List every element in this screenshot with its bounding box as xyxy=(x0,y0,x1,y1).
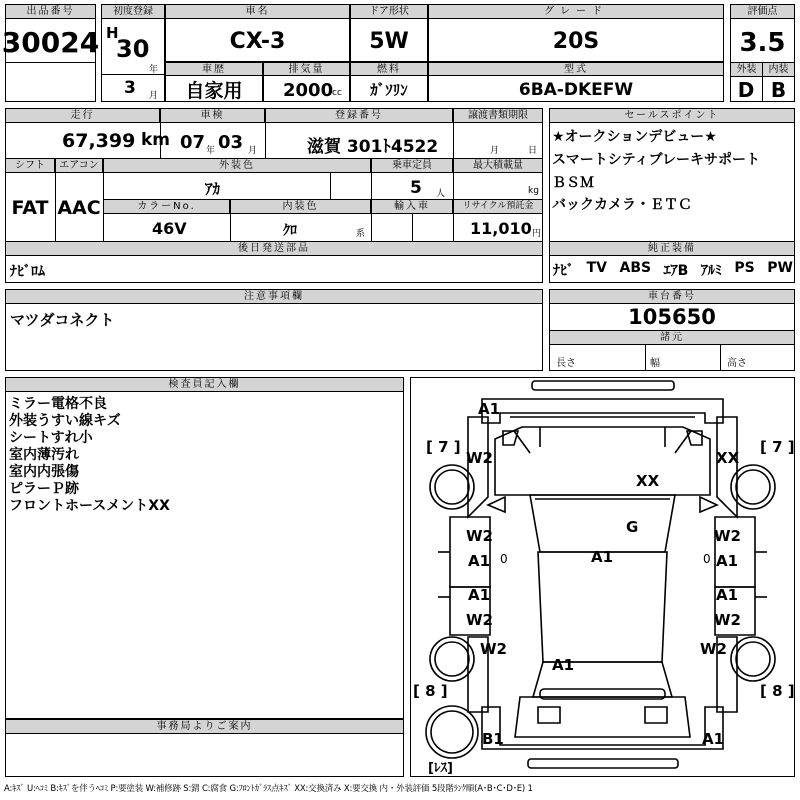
recycle-value: 11,010 xyxy=(470,219,532,238)
notes-label: 注意事項欄 xyxy=(5,289,543,304)
recycle-label: リサイクル預託金 xyxy=(453,199,543,214)
plate-value: 滋賀 301ﾄ4522 xyxy=(307,137,439,157)
left-front-fender xyxy=(468,417,488,517)
hood xyxy=(495,427,710,495)
lot-label: 出品番号 xyxy=(5,4,96,19)
name-label: 車名 xyxy=(165,4,350,19)
sales-label: セールスポイント xyxy=(549,108,795,123)
spare-tire xyxy=(426,706,478,758)
equipment-list xyxy=(553,260,793,280)
lot-number: 30024 xyxy=(1,25,100,59)
trunk xyxy=(515,697,690,737)
plate-label: 登録番号 xyxy=(265,108,453,123)
import-label: 輸入車 xyxy=(371,199,453,214)
interior-color-unit: 系 xyxy=(356,229,366,239)
displacement-value: 2000 xyxy=(283,80,334,101)
width-label: 幅 xyxy=(650,358,660,369)
car-diagram xyxy=(410,377,795,777)
car-name: CX-3 xyxy=(229,28,286,54)
grade-label: グレード xyxy=(428,4,724,19)
tread-rear-right: [ 8 ] xyxy=(760,682,795,700)
load-label: 最大積載量 xyxy=(453,158,543,173)
divider xyxy=(265,123,266,158)
inspection-month-unit: 月 xyxy=(248,146,258,156)
mark-left-rear-door: W2 xyxy=(466,611,493,629)
fuel-label: 燃料 xyxy=(350,62,428,76)
mileage-label: 走行 xyxy=(5,108,160,123)
rear-bumper-strip xyxy=(528,759,678,768)
tread-rear-left: [ 8 ] xyxy=(413,682,448,700)
inspector-line: 室内内張傷 xyxy=(9,464,79,480)
interior-color-value: ｸﾛ xyxy=(283,223,297,239)
inspection-year-unit: 年 xyxy=(206,146,216,156)
year-unit: 年 xyxy=(149,65,159,75)
roof xyxy=(538,552,667,662)
transfer-month-unit: 月 xyxy=(490,146,500,156)
ac-label: エアコン xyxy=(55,158,103,173)
equipment-item: TV xyxy=(586,260,607,276)
front-bumper-strip xyxy=(532,381,674,390)
exterior-color-label: 外装色 xyxy=(103,158,371,173)
capacity-unit: 人 xyxy=(436,189,446,199)
month-unit: 月 xyxy=(149,91,159,101)
score-value: 3.5 xyxy=(739,28,786,58)
mileage-value: 67,399 xyxy=(62,130,136,152)
capacity-label: 乗車定員 xyxy=(371,158,453,173)
side-mark: 0 xyxy=(500,552,508,566)
later-parts-label: 後日発送部品 xyxy=(5,241,543,256)
mark-right-rear-door: A1 xyxy=(716,586,739,604)
equipment-item: ﾅﾋﾞ xyxy=(553,263,574,279)
height-label: 高さ xyxy=(727,358,747,369)
divider xyxy=(101,74,165,75)
mark-right-rear-door: W2 xyxy=(714,611,741,629)
windshield xyxy=(530,495,675,552)
shift-label: シフト xyxy=(5,158,55,173)
int-grade-label: 内装 xyxy=(762,62,795,77)
inspector-line: 室内薄汚れ xyxy=(9,447,79,463)
mileage-unit: km xyxy=(141,130,171,150)
grade-value: 20S xyxy=(552,28,600,54)
mark-roof: A1 xyxy=(591,548,614,566)
inspector-label: 検査員記入欄 xyxy=(5,377,404,392)
equipment-item: PW xyxy=(767,260,793,276)
inspector-line: 外装うすい線キズ xyxy=(9,413,121,429)
inspector-line: シートすれ小 xyxy=(9,430,93,446)
divider xyxy=(453,123,454,158)
notes-value: マツダコネクト xyxy=(10,311,115,329)
history-label: 車歴 xyxy=(165,62,263,76)
mark-rear-bumper-right: A1 xyxy=(702,730,725,748)
first-reg-month: 3 xyxy=(124,78,136,98)
fuel-value: ｶﾞｿﾘﾝ xyxy=(370,81,408,99)
mark-left-rear-door: A1 xyxy=(468,586,491,604)
capacity-value: 5 xyxy=(410,178,422,198)
side-mark: 0 xyxy=(703,552,711,566)
chassis-label: 車台番号 xyxy=(549,289,795,304)
divider xyxy=(5,62,96,63)
load-unit: kg xyxy=(528,186,539,196)
sales-line: スマートシティブレーキサポート xyxy=(552,152,761,168)
door-value: 5W xyxy=(369,28,409,54)
length-label: 長さ xyxy=(556,358,576,369)
inspection-month: 03 xyxy=(218,132,244,153)
exterior-color-value: ｱｶ xyxy=(205,180,221,198)
front-bumper xyxy=(482,399,723,423)
inspector-line: ピラーＰ跡 xyxy=(9,481,79,497)
score-label: 評価点 xyxy=(730,4,795,19)
model-label: 型式 xyxy=(428,62,724,76)
sales-line: ＢＳＭ xyxy=(552,175,594,191)
inspection-year: 07 xyxy=(180,132,206,153)
divider xyxy=(645,345,646,371)
model-value: 6BA-DKEFW xyxy=(518,79,634,100)
sales-line: バックカメラ・ＥＴＣ xyxy=(552,197,692,213)
divider xyxy=(720,345,721,371)
later-parts-value: ﾅﾋﾞﾛﾑ xyxy=(10,264,45,280)
mark-front-right-fender: XX xyxy=(716,449,740,467)
ext-grade-label: 外装 xyxy=(730,62,763,77)
right-front-fender xyxy=(716,417,740,517)
ext-grade-value: D xyxy=(737,77,755,102)
shift-value: FAT xyxy=(11,197,49,219)
mark-rear-bumper-left: B1 xyxy=(482,730,504,748)
office-label: 事務局よりご案内 xyxy=(5,719,404,734)
color-no-label: カラーNo. xyxy=(103,199,230,214)
first-reg-label: 初度登録 xyxy=(101,4,165,19)
spare-tire-status: [ﾚｽ] xyxy=(428,761,453,776)
equipment-item: ｱﾙﾐ xyxy=(700,263,722,279)
inspector-line: ミラー電格不良 xyxy=(9,396,107,412)
inspection-label: 車検 xyxy=(160,108,265,123)
mark-right-front-door: A1 xyxy=(716,552,739,570)
mark-front-left-fender: W2 xyxy=(466,449,493,467)
mark-front-bumper: A1 xyxy=(478,400,501,418)
mark-right-quarter: W2 xyxy=(700,640,727,658)
door-label: ドア形状 xyxy=(350,4,428,19)
mark-left-quarter: W2 xyxy=(480,640,507,658)
divider xyxy=(330,173,331,199)
equipment-item: ABS xyxy=(619,260,652,276)
dims-label: 諸元 xyxy=(549,330,795,345)
legend: A:ｷｽﾞ U:ﾍｺﾐ B:ｷｽﾞを伴うﾍｺﾐ P:要塗装 W:補修跡 S:錆 C:腐食 G:ﾌﾛﾝﾄｶﾞﾗｽ点ｷｽﾞ XX:交換済み X:要交換 内・外装評価 5段階ﾗﾝｸ順(A･B･C･D･E) 1 xyxy=(4,784,533,794)
mark-trunk: A1 xyxy=(552,656,575,674)
equipment-item: ｴｱB xyxy=(663,263,689,279)
color-no-value: 46V xyxy=(152,219,187,238)
tread-front-left: [ 7 ] xyxy=(426,438,461,456)
divider xyxy=(230,214,231,241)
tread-front-right: [ 7 ] xyxy=(760,438,795,456)
mark-left-front-door: W2 xyxy=(466,527,493,545)
recycle-unit: 円 xyxy=(532,229,542,239)
era: H xyxy=(106,24,119,42)
mark-right-front-door: W2 xyxy=(714,527,741,545)
mark-windshield: G xyxy=(626,518,639,536)
displacement-label: 排気量 xyxy=(263,62,350,76)
equipment-label: 純正装備 xyxy=(549,241,795,256)
interior-color-label: 内装色 xyxy=(230,199,371,214)
history-value: 自家用 xyxy=(185,80,243,102)
inspector-line: フロントホースメントXX xyxy=(9,498,170,514)
displacement-unit: cc xyxy=(332,88,342,98)
mark-hood: XX xyxy=(636,472,660,490)
transfer-label: 譲渡書類期限 xyxy=(453,108,543,123)
first-reg-year: 30 xyxy=(116,35,150,63)
equipment-item: PS xyxy=(734,260,755,276)
sales-line: ★オークションデビュー★ xyxy=(552,129,717,145)
mark-left-front-door: A1 xyxy=(468,552,491,570)
chassis-number: 105650 xyxy=(628,305,716,329)
transfer-day-unit: 日 xyxy=(528,146,538,156)
divider xyxy=(412,214,413,241)
ac-value: AAC xyxy=(57,197,101,219)
int-grade-value: B xyxy=(770,77,787,102)
